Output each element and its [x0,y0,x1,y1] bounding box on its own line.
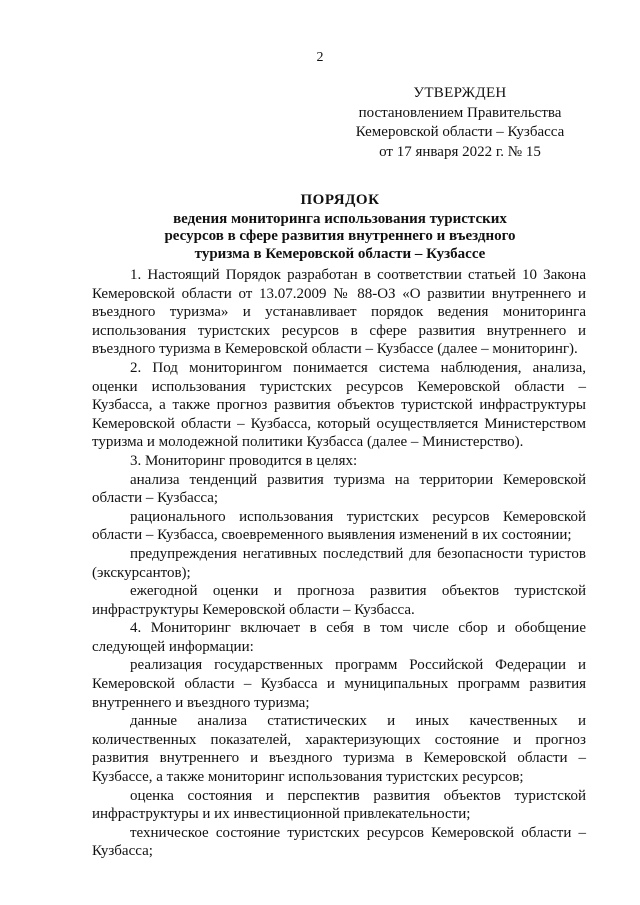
title-line: ресурсов в сфере развития внутреннего и въездного [164,228,516,244]
paragraph: техническое состояние туристских ресурсов Кемеровской области – Кузбасса; [92,824,586,860]
paragraph: оценка состояния и перспектив развития объектов туристской инфраструктуры и их инвестиционной привлекательности; [92,787,586,823]
paragraph: анализа тенденций развития туризма на территории Кемеровской области – Кузбасса; [92,471,586,507]
paragraph: рационального использования туристских ресурсов Кемеровской области – Кузбасса, своевременного выявления изменений в их состоянии; [92,508,586,544]
paragraph: реализация государственных программ Российской Федерации и Кемеровской области – Кузбасса и муниципальных программ развития внутреннего и въездного туризма; [92,657,586,711]
page-number: 2 [316,50,324,65]
paragraph: данные анализа статистических и иных качественных и количественных показателей, характеризующих состояние и прогноз развития внутреннего и въездного туризма в Кемеровской области – Кузбассе, а также мониторинг использования туристских ресурсов; [92,713,586,786]
title-line: туризма в Кемеровской области – Кузбассе [194,245,486,262]
approval-heading: УТВЕРЖДЕН [413,85,507,101]
approval-line: от 17 января 2022 г. № 15 [379,143,541,160]
approval-line: постановлением Правительства [358,104,562,121]
approval-line: Кемеровской области – Кузбасса [355,124,565,140]
paragraph: 4. Мониторинг включает в себя в том числе сбор и обобщение следующей информации: [92,620,586,655]
approval-stamp [340,84,580,162]
paragraph: предупреждения негативных последствий для безопасности туристов (экскурсантов); [92,545,586,581]
paragraph: ежегодной оценки и прогноза развития объектов туристской инфраструктуры Кемеровской области – Кузбасса. [92,583,586,618]
paragraph: 2. Под мониторингом понимается система наблюдения, анализа, оценки использования туристских ресурсов Кемеровской области – Кузбасса, а также прогноз развития объектов туристской инфраструктуры Кемеровской области – Кузбасса, который осуществляется Министерством туризма и молодежной политики Кузбасса (далее – Министерство). [92,359,586,451]
document-title [90,192,590,263]
paragraph: 1. Настоящий Порядок разработан в соответствии статьей 10 Закона Кемеровской области от 13.07.2009 № 88-ОЗ «О развитии внутреннего и въездного туризма» и устанавливает порядок ведения мониторинга использования туристских ресурсов в сфере развития внутреннего и въездного туризма в Кемеровской области – Кузбассе (далее – мониторинг). [92,267,586,358]
document-body [92,266,586,861]
title-main: ПОРЯДОК [300,192,380,208]
paragraph: 3. Мониторинг проводится в целях: [130,452,358,469]
title-line: ведения мониторинга использования туристских [173,210,507,227]
